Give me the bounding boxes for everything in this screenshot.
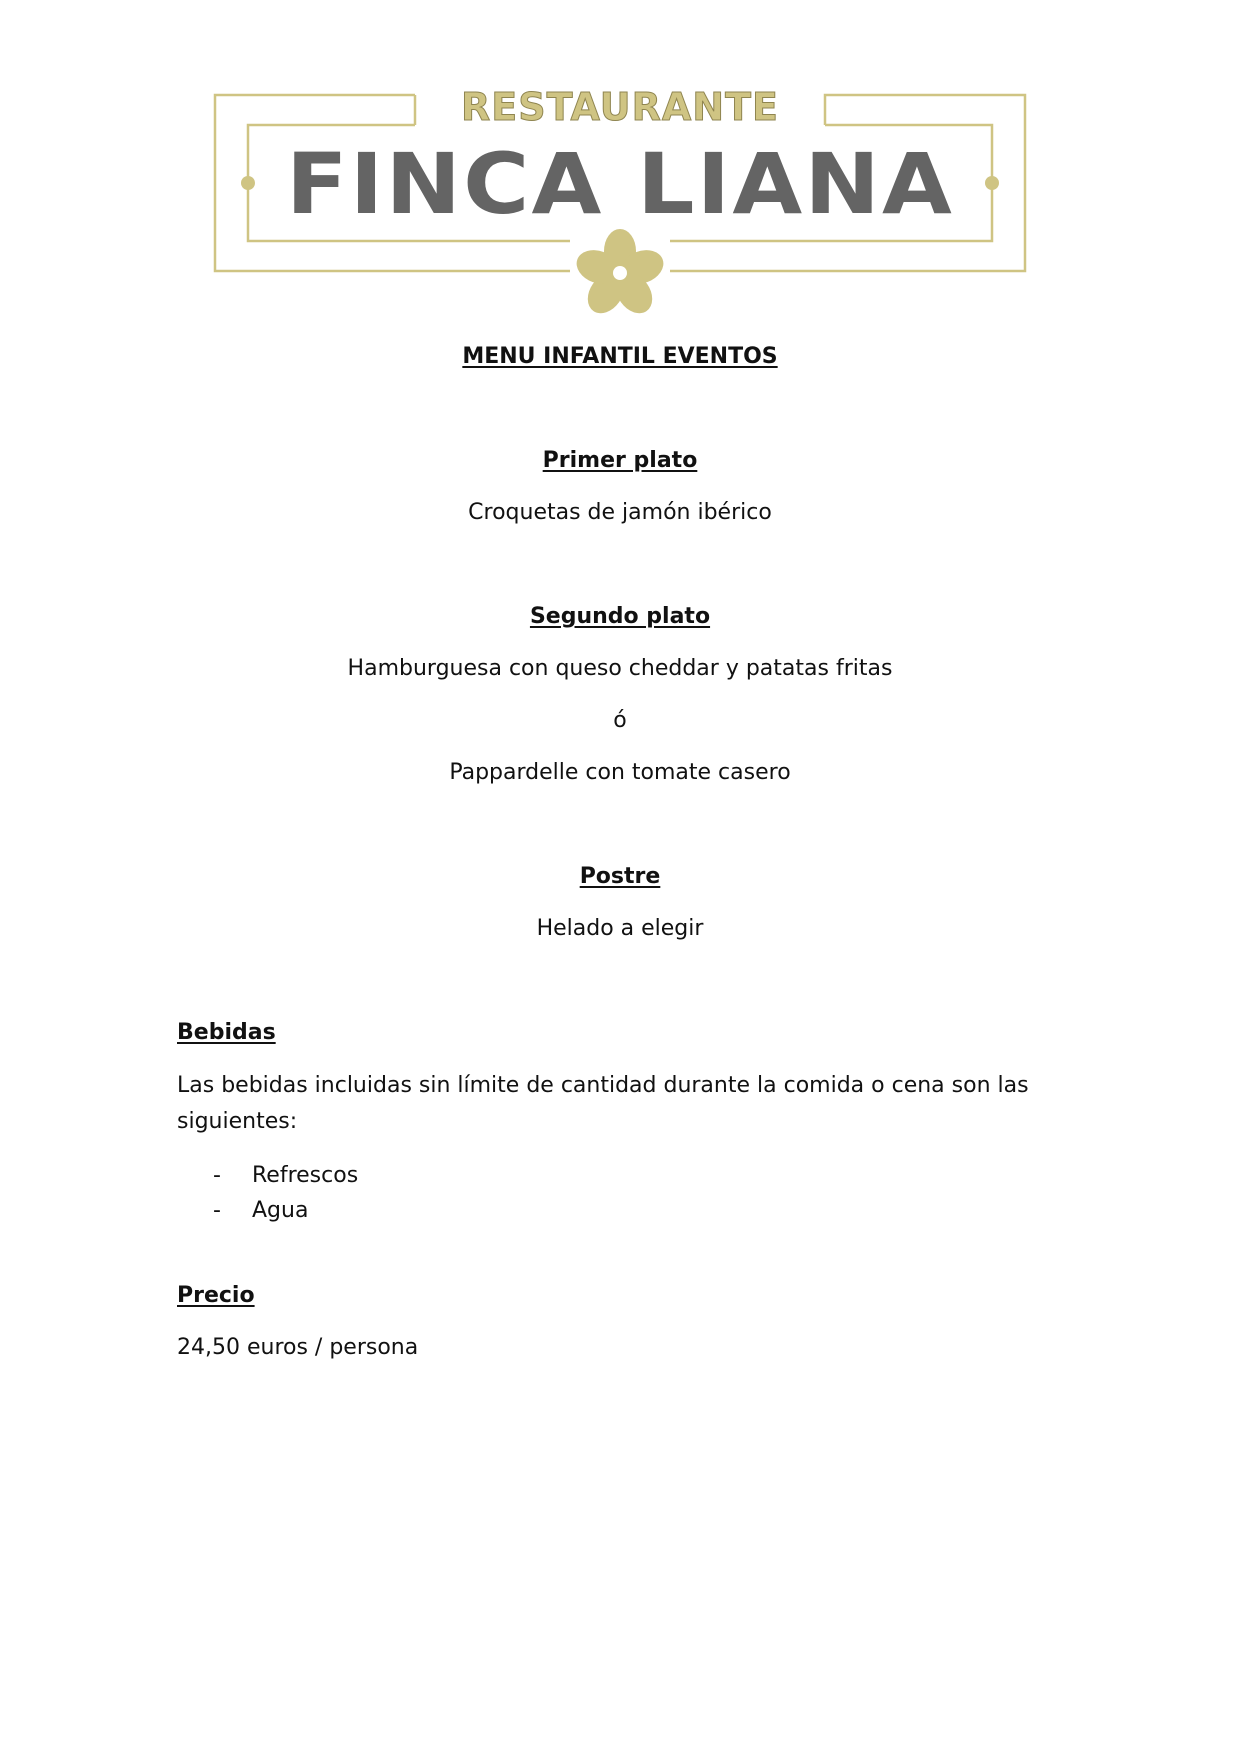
bebidas-description-block (177, 1068, 1057, 1140)
segundo-plato-item-row-2 (0, 708, 1240, 733)
postre-heading: Postre (579, 864, 661, 889)
segundo-plato-item-row-1 (0, 656, 1240, 681)
precio-value: 24,50 euros / persona (177, 1335, 419, 1360)
segundo-plato-heading: Segundo plato (529, 604, 711, 629)
list-item (177, 1158, 1057, 1193)
precio-heading: Precio (177, 1283, 255, 1308)
bebidas-list-block (177, 1158, 1057, 1228)
section-segundo-plato (0, 604, 1240, 629)
segundo-plato-separator: ó (613, 708, 627, 733)
list-item (177, 1193, 1057, 1228)
section-postre (0, 864, 1240, 889)
bebidas-list (177, 1158, 1057, 1228)
section-precio (177, 1283, 1057, 1308)
postre-item: Helado a elegir (536, 916, 704, 941)
bullet-dash: - (213, 1163, 221, 1188)
logo-dot-right (985, 176, 999, 190)
logo-dot-left (241, 176, 255, 190)
menu-title: MENU INFANTIL EVENTOS (462, 344, 778, 369)
section-bebidas (177, 1020, 1057, 1045)
bebidas-heading: Bebidas (177, 1020, 276, 1045)
segundo-plato-item: Pappardelle con tomate casero (449, 760, 791, 785)
section-primer-plato (0, 448, 1240, 473)
flower-icon (572, 229, 668, 318)
logo-main-text: FINCA LIANA (286, 135, 954, 233)
logo-top-text: RESTAURANTE (460, 88, 780, 129)
logo-graphic (210, 88, 1030, 318)
primer-plato-heading: Primer plato (542, 448, 698, 473)
primer-plato-item: Croquetas de jamón ibérico (468, 500, 772, 525)
postre-item-row (0, 916, 1240, 941)
segundo-plato-item: Hamburguesa con queso cheddar y patatas fritas (347, 656, 893, 681)
bebidas-item-label: Agua (252, 1198, 309, 1223)
bebidas-description: Las bebidas incluidas sin límite de cantidad durante la comida o cena son las siguientes: (177, 1073, 1029, 1134)
precio-value-block (177, 1335, 1057, 1360)
segundo-plato-item-row-3 (0, 760, 1240, 785)
restaurant-logo (210, 88, 1030, 318)
bullet-dash: - (213, 1198, 221, 1223)
bebidas-item-label: Refrescos (252, 1163, 359, 1188)
primer-plato-item-row (0, 500, 1240, 525)
